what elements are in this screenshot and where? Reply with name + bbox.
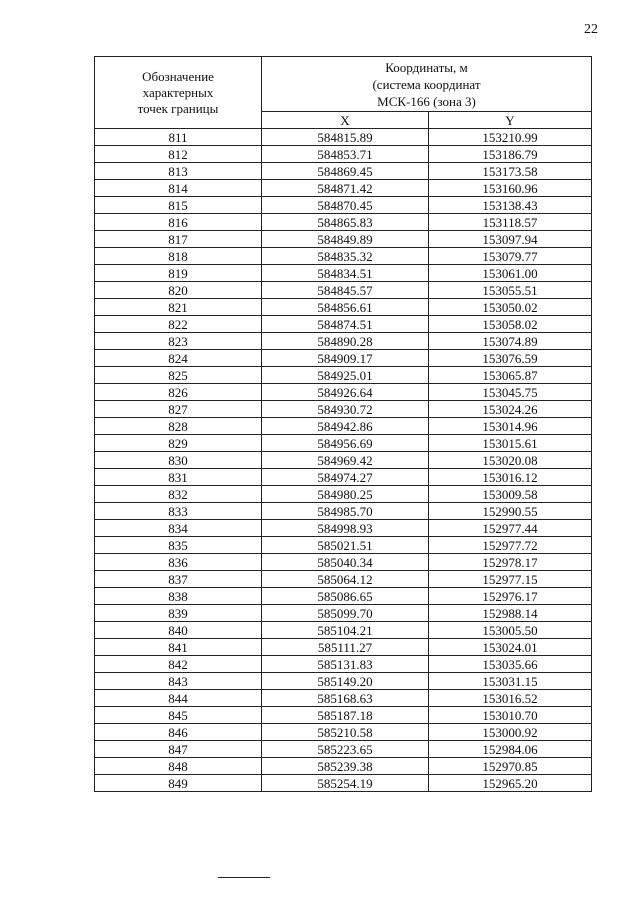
x-coordinate-cell: 585131.83 [262,656,429,673]
point-cell: 820 [95,282,262,299]
table-row [95,707,592,724]
y-coordinate-cell: 153061.00 [429,265,592,282]
point-cell: 812 [95,146,262,163]
point-cell: 837 [95,571,262,588]
x-coordinate-cell: 585086.65 [262,588,429,605]
x-coordinate-cell: 584849.89 [262,231,429,248]
point-cell: 813 [95,163,262,180]
y-coordinate-cell: 153065.87 [429,367,592,384]
table-row [95,656,592,673]
x-coordinate-cell: 585111.27 [262,639,429,656]
table-row [95,265,592,282]
x-coordinate-cell: 585149.20 [262,673,429,690]
table-row [95,673,592,690]
x-coordinate-cell: 584853.71 [262,146,429,163]
coords-header-line: Координаты, м [385,59,468,75]
x-coordinate-cell: 584874.51 [262,316,429,333]
y-coordinate-cell: 153097.94 [429,231,592,248]
y-coordinate-cell: 153009.58 [429,486,592,503]
point-cell: 838 [95,588,262,605]
x-coordinate-cell: 584925.01 [262,367,429,384]
table-row [95,537,592,554]
point-cell: 849 [95,775,262,792]
y-coordinate-cell: 153024.26 [429,401,592,418]
table-row [95,248,592,265]
point-cell: 815 [95,197,262,214]
y-coordinate-cell: 153005.50 [429,622,592,639]
y-coordinate-cell: 153055.51 [429,282,592,299]
table-row [95,503,592,520]
table-row [95,197,592,214]
y-coordinate-cell: 152988.14 [429,605,592,622]
point-cell: 846 [95,724,262,741]
y-coordinate-cell: 153045.75 [429,384,592,401]
y-coordinate-cell: 152977.72 [429,537,592,554]
point-header-line: характерных [142,84,214,100]
y-coordinate-cell: 153015.61 [429,435,592,452]
x-coordinate-cell: 584974.27 [262,469,429,486]
y-coordinate-cell: 153160.96 [429,180,592,197]
footer-rule [218,877,270,878]
x-coordinate-cell: 584871.42 [262,180,429,197]
point-cell: 834 [95,520,262,537]
table-row [95,350,592,367]
table-row [95,690,592,707]
point-cell: 819 [95,265,262,282]
y-coordinate-cell: 153138.43 [429,197,592,214]
point-cell: 824 [95,350,262,367]
point-cell: 816 [95,214,262,231]
x-coordinate-cell: 584845.57 [262,282,429,299]
point-cell: 844 [95,690,262,707]
point-cell: 827 [95,401,262,418]
point-cell: 833 [95,503,262,520]
x-coordinate-cell: 584815.89 [262,129,429,146]
y-coordinate-cell: 153016.52 [429,690,592,707]
table-row [95,571,592,588]
y-coordinate-cell: 153118.57 [429,214,592,231]
point-cell: 828 [95,418,262,435]
x-coordinate-cell: 585254.19 [262,775,429,792]
y-coordinate-cell: 153076.59 [429,350,592,367]
table-row [95,384,592,401]
coords-header-line: МСК-166 (зона 3) [377,93,476,109]
table-row [95,146,592,163]
coordinates-header [262,57,592,112]
y-coordinate-cell: 153035.66 [429,656,592,673]
y-coordinate-cell: 153031.15 [429,673,592,690]
y-coordinate-cell: 152970.85 [429,758,592,775]
x-coordinate-cell: 584956.69 [262,435,429,452]
x-coordinate-cell: 584870.45 [262,197,429,214]
table-row [95,299,592,316]
table-row [95,758,592,775]
table-row [95,775,592,792]
x-coordinate-cell: 585239.38 [262,758,429,775]
point-cell: 831 [95,469,262,486]
y-coordinate-cell: 153079.77 [429,248,592,265]
point-cell: 818 [95,248,262,265]
point-cell: 842 [95,656,262,673]
y-coordinate-cell: 153074.89 [429,333,592,350]
y-coordinate-cell: 153210.99 [429,129,592,146]
y-coordinate-cell: 153024.01 [429,639,592,656]
table-row [95,231,592,248]
x-coordinate-cell: 585021.51 [262,537,429,554]
x-coordinate-cell: 585168.63 [262,690,429,707]
y-coordinate-cell: 153173.58 [429,163,592,180]
x-coordinate-cell: 584926.64 [262,384,429,401]
table-row [95,367,592,384]
point-cell: 825 [95,367,262,384]
x-coordinate-cell: 585187.18 [262,707,429,724]
y-coordinate-cell: 153050.02 [429,299,592,316]
x-column-header: X [262,112,429,129]
point-cell: 823 [95,333,262,350]
table-row [95,435,592,452]
x-coordinate-cell: 585099.70 [262,605,429,622]
point-cell: 845 [95,707,262,724]
point-cell: 840 [95,622,262,639]
point-cell: 848 [95,758,262,775]
x-coordinate-cell: 585040.34 [262,554,429,571]
point-cell: 821 [95,299,262,316]
point-cell: 843 [95,673,262,690]
table-row [95,639,592,656]
x-coordinate-cell: 584869.45 [262,163,429,180]
x-coordinate-cell: 584909.17 [262,350,429,367]
point-cell: 822 [95,316,262,333]
table-row [95,724,592,741]
y-coordinate-cell: 152977.44 [429,520,592,537]
point-header-line: точек границы [137,100,219,116]
coords-header-line: (система координат [372,76,481,92]
y-coordinate-cell: 153186.79 [429,146,592,163]
y-coordinate-cell: 152990.55 [429,503,592,520]
x-coordinate-cell: 584890.28 [262,333,429,350]
table-row [95,469,592,486]
y-coordinate-cell: 153016.12 [429,469,592,486]
table-row [95,129,592,146]
table-row [95,452,592,469]
x-coordinate-cell: 584930.72 [262,401,429,418]
point-cell: 847 [95,741,262,758]
x-coordinate-cell: 584834.51 [262,265,429,282]
y-coordinate-cell: 153000.92 [429,724,592,741]
table-row [95,605,592,622]
table-row [95,333,592,350]
table-row [95,401,592,418]
point-cell: 836 [95,554,262,571]
y-coordinate-cell: 153014.96 [429,418,592,435]
table-row [95,741,592,758]
point-cell: 839 [95,605,262,622]
y-coordinate-cell: 152977.15 [429,571,592,588]
y-coordinate-cell: 152984.06 [429,741,592,758]
x-coordinate-cell: 584856.61 [262,299,429,316]
table-row [95,282,592,299]
point-cell: 835 [95,537,262,554]
table-row [95,180,592,197]
y-coordinate-cell: 153010.70 [429,707,592,724]
point-header-line: Обозначение [142,68,214,84]
table-row [95,520,592,537]
x-coordinate-cell: 584969.42 [262,452,429,469]
x-coordinate-cell: 585223.65 [262,741,429,758]
x-coordinate-cell: 584865.83 [262,214,429,231]
y-coordinate-cell: 153020.08 [429,452,592,469]
point-cell: 814 [95,180,262,197]
x-coordinate-cell: 584985.70 [262,503,429,520]
y-column-header: Y [429,112,592,129]
point-cell: 832 [95,486,262,503]
point-cell: 829 [95,435,262,452]
table-row [95,418,592,435]
point-designation-header [95,57,262,129]
table-row [95,622,592,639]
table-row [95,486,592,503]
table-row [95,163,592,180]
table-row [95,214,592,231]
table-row [95,588,592,605]
table-body [95,129,592,792]
table-header [95,57,592,129]
x-coordinate-cell: 585104.21 [262,622,429,639]
x-coordinate-cell: 584980.25 [262,486,429,503]
x-coordinate-cell: 585064.12 [262,571,429,588]
x-coordinate-cell: 584835.32 [262,248,429,265]
y-coordinate-cell: 152978.17 [429,554,592,571]
page-number: 22 [584,22,598,37]
table-row [95,554,592,571]
x-coordinate-cell: 584998.93 [262,520,429,537]
point-cell: 826 [95,384,262,401]
x-coordinate-cell: 585210.58 [262,724,429,741]
y-coordinate-cell: 152965.20 [429,775,592,792]
y-coordinate-cell: 152976.17 [429,588,592,605]
point-cell: 817 [95,231,262,248]
table-row [95,316,592,333]
coordinates-table [94,56,592,792]
point-cell: 830 [95,452,262,469]
point-cell: 811 [95,129,262,146]
y-coordinate-cell: 153058.02 [429,316,592,333]
x-coordinate-cell: 584942.86 [262,418,429,435]
point-cell: 841 [95,639,262,656]
